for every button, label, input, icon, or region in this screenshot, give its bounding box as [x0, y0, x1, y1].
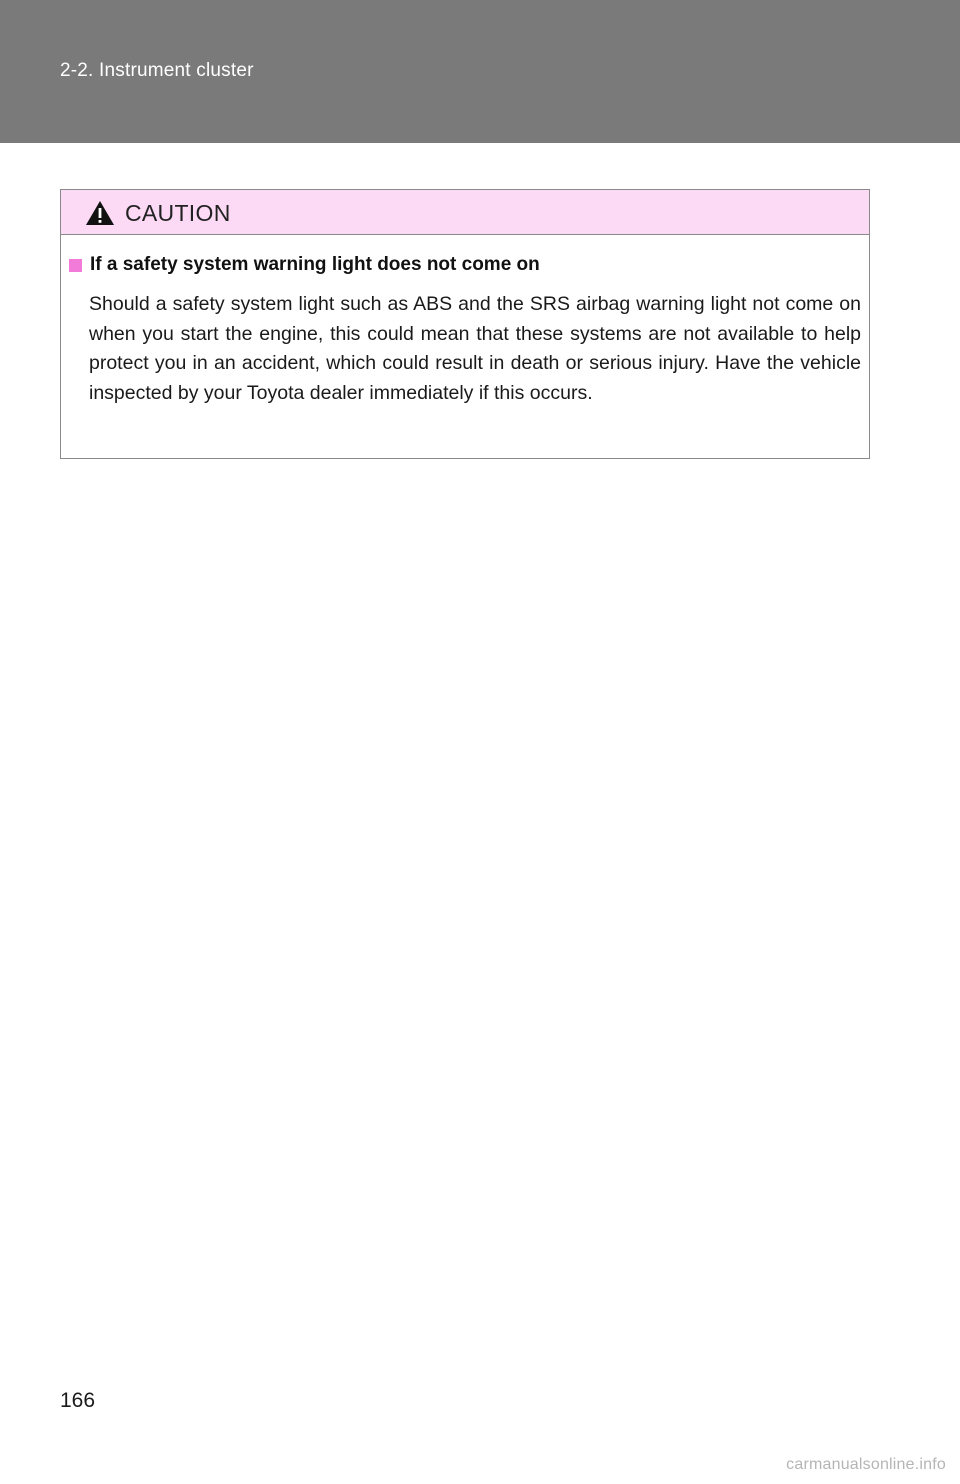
bullet-square-icon — [69, 259, 82, 272]
caution-item-body: Should a safety system light such as ABS and the SRS airbag warning light not come on when you start the engine, this could mean that these systems are not available to help protect you in an accident, which could result in death or serious injury. Have the vehicle inspected by your Toyota dealer immediately if this occurs. — [89, 293, 861, 404]
section-title: 2-2. Instrument cluster — [60, 60, 254, 81]
caution-item-heading-text: If a safety system warning light does not come on — [90, 254, 540, 275]
caution-label: CAUTION — [125, 200, 231, 226]
caution-header — [61, 190, 869, 235]
caution-item-heading — [69, 254, 540, 276]
page-number: 166 — [60, 1389, 96, 1412]
page-header-band — [0, 0, 960, 143]
watermark: carmanualsonline.info — [786, 1456, 946, 1473]
caution-box — [60, 189, 870, 459]
warning-triangle-icon — [85, 200, 115, 226]
